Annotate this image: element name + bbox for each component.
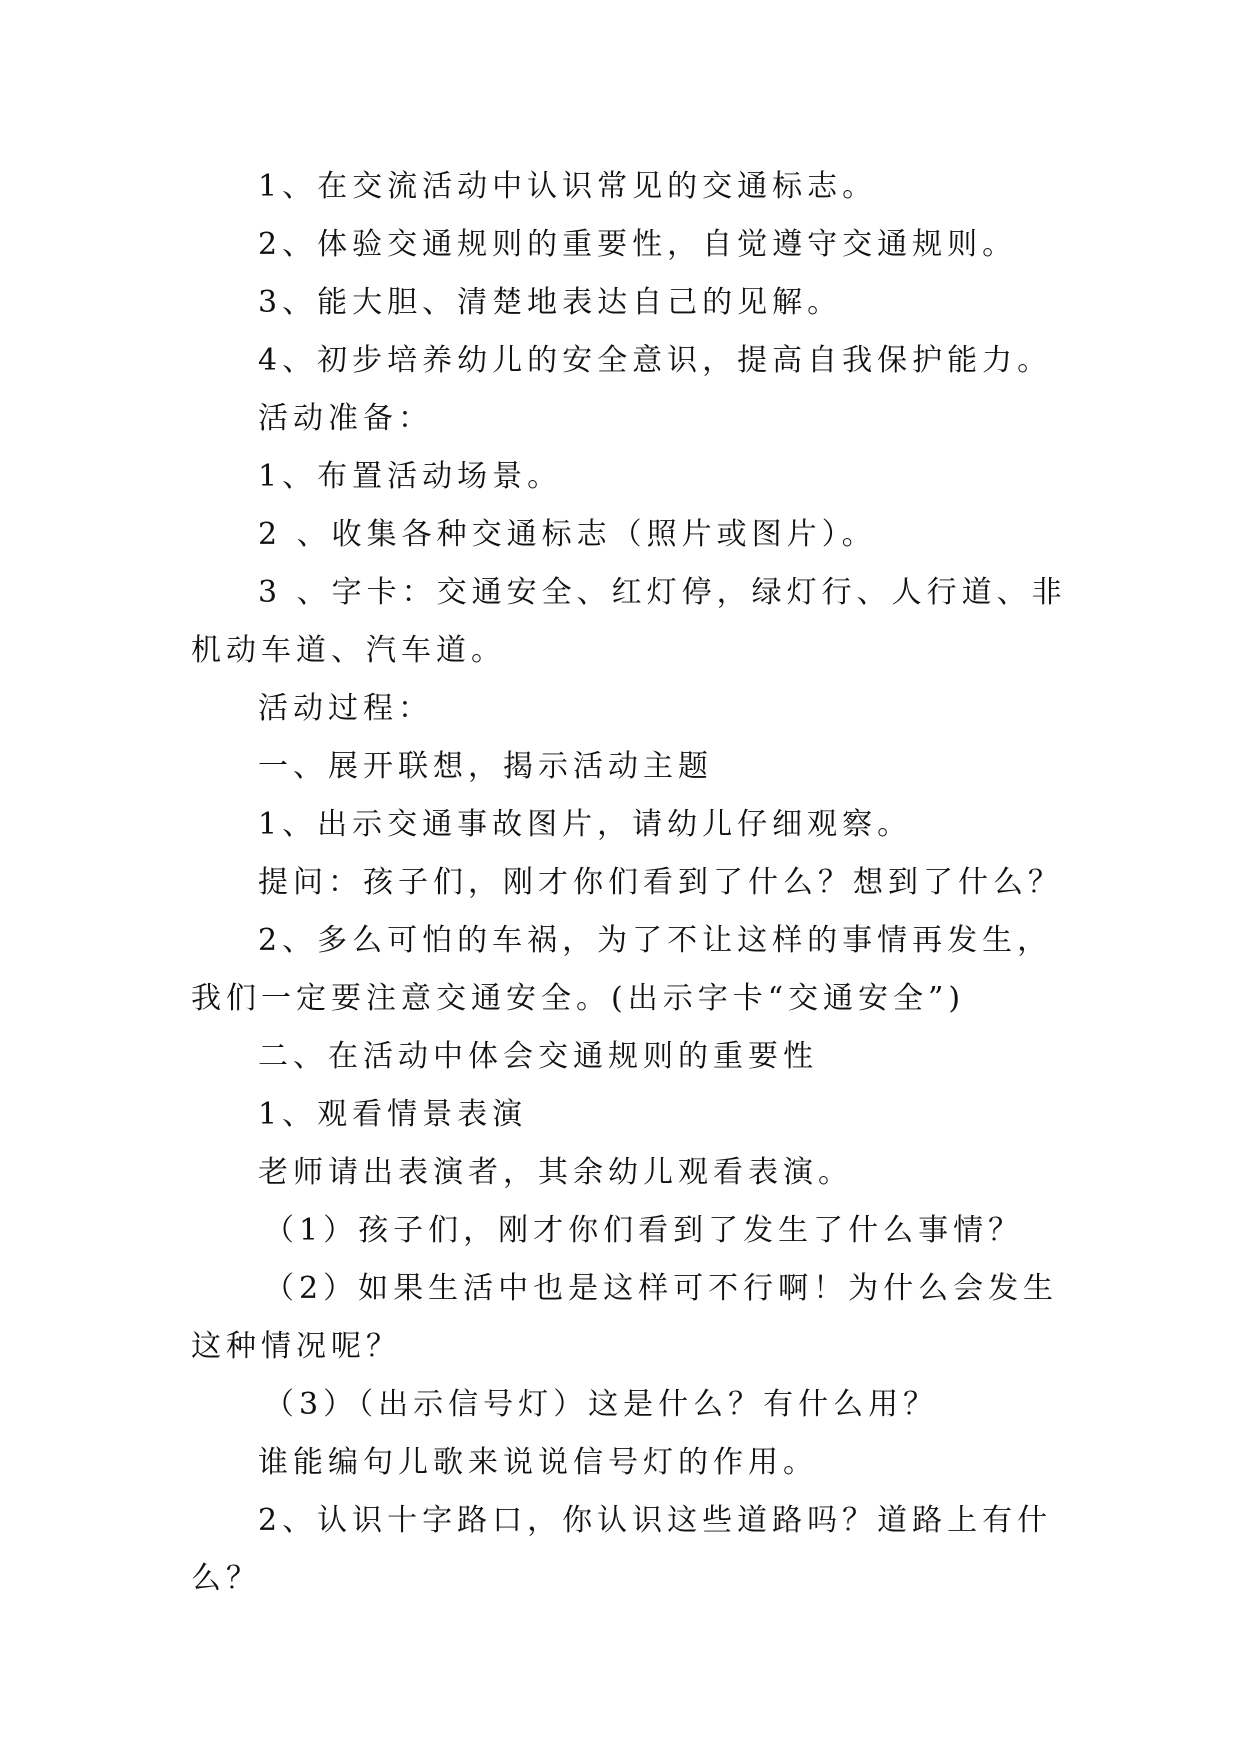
subsection-heading-2: 二、在活动中体会交通规则的重要性 bbox=[258, 1039, 818, 1074]
section-heading-preparation: 活动准备： bbox=[258, 401, 433, 436]
paragraph-process-1: 1、出示交通事故图片，请幼儿仔细观察。 bbox=[258, 807, 913, 842]
paragraph-question: 提问：孩子们，刚才你们看到了什么？想到了什么？ bbox=[258, 865, 1063, 900]
paragraph-item-2: （2）如果生活中也是这样可不行啊！为什么会发生这种情况呢？ bbox=[191, 1271, 1059, 1364]
subsection-heading-1: 一、展开联想，揭示活动主题 bbox=[258, 749, 713, 784]
paragraph-crossroads: 2、认识十字路口，你认识这些道路吗？道路上有什么？ bbox=[191, 1503, 1053, 1596]
paragraph-prep-3: 3 、字卡：交通安全、红灯停，绿灯行、人行道、非机动车道、汽车道。 bbox=[191, 575, 1067, 668]
paragraph-prep-2: 2 、收集各种交通标志（照片或图片）。 bbox=[258, 517, 877, 552]
paragraph-goal-1: 1、在交流活动中认识常见的交通标志。 bbox=[258, 169, 878, 204]
paragraph-performance: 1、观看情景表演 bbox=[258, 1097, 528, 1132]
paragraph-item-3: （3）（出示信号灯）这是什么？有什么用？ bbox=[264, 1387, 939, 1422]
paragraph-goal-3: 3、能大胆、清楚地表达自己的见解。 bbox=[258, 285, 843, 320]
paragraph-process-2: 2、多么可怕的车祸，为了不让这样的事情再发生，我们一定要注意交通安全。(出示字卡“交通安全”) bbox=[191, 923, 1053, 1016]
paragraph-prep-1: 1、布置活动场景。 bbox=[258, 459, 563, 494]
paragraph-goal-2: 2、体验交通规则的重要性，自觉遵守交通规则。 bbox=[258, 227, 1018, 262]
document-body bbox=[191, 158, 1071, 1608]
paragraph-goal-4: 4、初步培养幼儿的安全意识，提高自我保护能力。 bbox=[258, 343, 1053, 378]
section-heading-process: 活动过程： bbox=[258, 691, 433, 726]
paragraph-rhyme: 谁能编句儿歌来说说信号灯的作用。 bbox=[258, 1445, 818, 1480]
paragraph-teacher: 老师请出表演者，其余幼儿观看表演。 bbox=[258, 1155, 853, 1190]
paragraph-item-1: （1）孩子们，刚才你们看到了发生了什么事情？ bbox=[264, 1213, 1024, 1248]
